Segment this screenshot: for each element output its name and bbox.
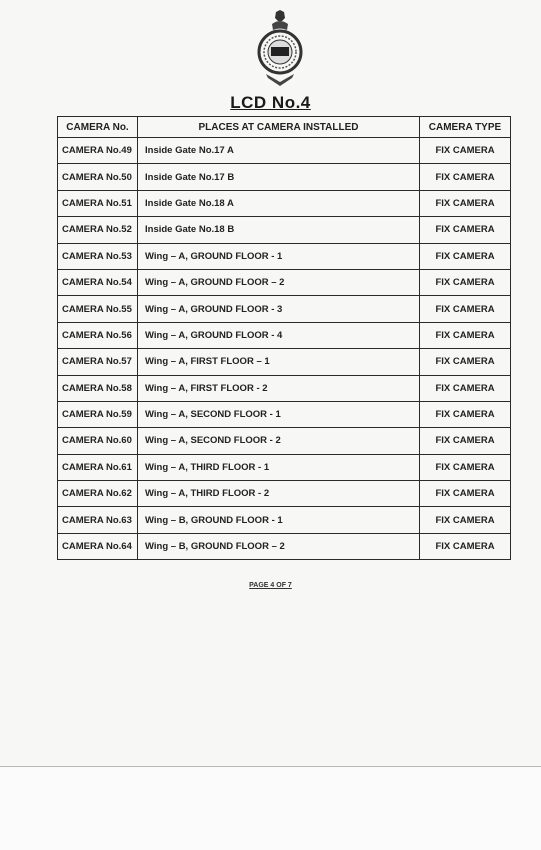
table-row <box>58 428 511 454</box>
cell-camera-type: FIX CAMERA <box>420 507 511 533</box>
cell-camera-type: FIX CAMERA <box>420 164 511 190</box>
table-row <box>58 349 511 375</box>
cell-place: Wing – A, GROUND FLOOR - 1 <box>138 243 420 269</box>
cell-camera-type: FIX CAMERA <box>420 401 511 427</box>
cell-camera-type: FIX CAMERA <box>420 349 511 375</box>
cell-camera-no: CAMERA No.49 <box>58 138 138 164</box>
cell-camera-type: FIX CAMERA <box>420 269 511 295</box>
cell-camera-type: FIX CAMERA <box>420 190 511 216</box>
cell-camera-type: FIX CAMERA <box>420 533 511 559</box>
table-row <box>58 507 511 533</box>
table-row <box>58 401 511 427</box>
cell-camera-type: FIX CAMERA <box>420 481 511 507</box>
cell-place: Inside Gate No.17 A <box>138 138 420 164</box>
cell-camera-type: FIX CAMERA <box>420 428 511 454</box>
cell-place: Wing – A, THIRD FLOOR - 1 <box>138 454 420 480</box>
cell-camera-type: FIX CAMERA <box>420 243 511 269</box>
cell-camera-no: CAMERA No.61 <box>58 454 138 480</box>
table-row <box>58 243 511 269</box>
cell-place: Wing – B, GROUND FLOOR - 1 <box>138 507 420 533</box>
cell-camera-no: CAMERA No.56 <box>58 322 138 348</box>
cell-camera-no: CAMERA No.53 <box>58 243 138 269</box>
cell-place: Inside Gate No.18 A <box>138 190 420 216</box>
cell-camera-no: CAMERA No.52 <box>58 217 138 243</box>
cell-camera-no: CAMERA No.55 <box>58 296 138 322</box>
cell-place: Wing – A, FIRST FLOOR – 1 <box>138 349 420 375</box>
cell-place: Inside Gate No.18 B <box>138 217 420 243</box>
table-row <box>58 296 511 322</box>
header-places: PLACES AT CAMERA INSTALLED <box>138 117 420 138</box>
header-camera-type: CAMERA TYPE <box>420 117 511 138</box>
cell-place: Wing – A, SECOND FLOOR - 1 <box>138 401 420 427</box>
cell-place: Wing – A, GROUND FLOOR - 4 <box>138 322 420 348</box>
cell-camera-no: CAMERA No.50 <box>58 164 138 190</box>
cell-place: Wing – A, GROUND FLOOR - 3 <box>138 296 420 322</box>
cell-camera-type: FIX CAMERA <box>420 138 511 164</box>
cell-camera-no: CAMERA No.51 <box>58 190 138 216</box>
cell-camera-type: FIX CAMERA <box>420 322 511 348</box>
cell-camera-no: CAMERA No.63 <box>58 507 138 533</box>
cell-camera-no: CAMERA No.59 <box>58 401 138 427</box>
page-number: PAGE 4 OF 7 <box>249 582 292 589</box>
table-row <box>58 533 511 559</box>
cell-camera-no: CAMERA No.57 <box>58 349 138 375</box>
table-row <box>58 164 511 190</box>
scan-margin <box>0 767 541 850</box>
cell-camera-type: FIX CAMERA <box>420 296 511 322</box>
cell-camera-type: FIX CAMERA <box>420 217 511 243</box>
table-row <box>58 375 511 401</box>
cell-camera-type: FIX CAMERA <box>420 375 511 401</box>
cell-camera-no: CAMERA No.64 <box>58 533 138 559</box>
cell-camera-no: CAMERA No.60 <box>58 428 138 454</box>
cell-place: Wing – B, GROUND FLOOR – 2 <box>138 533 420 559</box>
emblem-seal-icon <box>254 8 306 88</box>
cell-place: Wing – A, SECOND FLOOR - 2 <box>138 428 420 454</box>
cell-camera-type: FIX CAMERA <box>420 454 511 480</box>
table-row <box>58 138 511 164</box>
header-camera-no: CAMERA No. <box>58 117 138 138</box>
table-row <box>58 190 511 216</box>
cell-place: Wing – A, THIRD FLOOR - 2 <box>138 481 420 507</box>
table-row <box>58 454 511 480</box>
table-row <box>58 481 511 507</box>
cell-camera-no: CAMERA No.62 <box>58 481 138 507</box>
table-row <box>58 322 511 348</box>
cell-place: Wing – A, GROUND FLOOR – 2 <box>138 269 420 295</box>
cell-camera-no: CAMERA No.54 <box>58 269 138 295</box>
table-row <box>58 269 511 295</box>
cell-place: Inside Gate No.17 B <box>138 164 420 190</box>
cell-camera-no: CAMERA No.58 <box>58 375 138 401</box>
page-title: LCD No.4 <box>230 93 311 112</box>
table-header-row <box>58 117 511 138</box>
cell-place: Wing – A, FIRST FLOOR - 2 <box>138 375 420 401</box>
table-row <box>58 217 511 243</box>
camera-table <box>57 116 511 560</box>
